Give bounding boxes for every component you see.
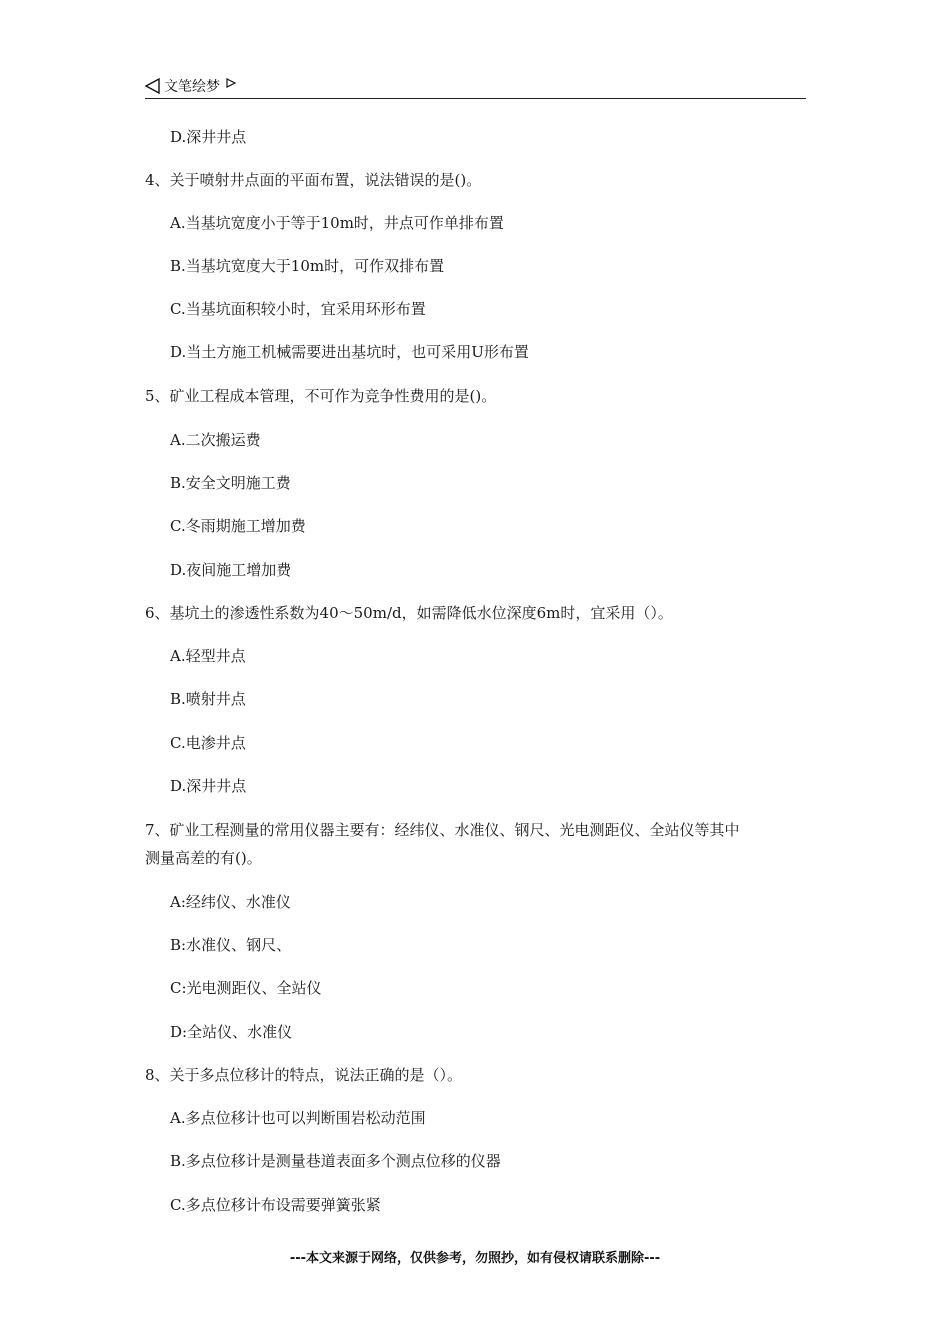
option-line: D:全站仪、水准仪 [170,1023,293,1041]
option-line: B.喷射井点 [170,690,246,708]
option-line: B.多点位移计是测量巷道表面多个测点位移的仪器 [170,1152,501,1170]
question-line: 6、基坑土的渗透性系数为40～50m/d，如需降低水位深度6m时，宜采用（）。 [145,604,673,622]
question-line: 5、矿业工程成本管理，不可作为竞争性费用的是()。 [145,387,497,405]
option-line: C.当基坑面积较小时，宜采用环形布置 [170,300,426,318]
option-line: A.二次搬运费 [170,431,261,449]
option-line: D.当土方施工机械需要进出基坑时，也可采用U形布置 [170,343,529,361]
question-line: 4、关于喷射井点面的平面布置，说法错误的是()。 [145,171,482,189]
option-line: D.深井井点 [170,777,247,795]
option-line: A.当基坑宽度小于等于10m时，井点可作单排布置 [170,214,504,232]
option-line: C.电渗井点 [170,734,246,752]
option-line: A:经纬仪、水准仪 [170,893,291,911]
option-line: D.深井井点 [170,128,247,146]
option-line: A.多点位移计也可以判断围岩松动范围 [170,1109,426,1127]
option-line: B:水准仪、钢尺、 [170,936,292,954]
option-line: B.当基坑宽度大于10m时，可作双排布置 [170,257,445,275]
question-line: 8、关于多点位移计的特点，说法正确的是（）。 [145,1066,463,1084]
option-line: C.冬雨期施工增加费 [170,517,306,535]
option-line: C:光电测距仪、全站仪 [170,979,322,997]
option-line: A.轻型井点 [170,647,246,665]
option-line: B.安全文明施工费 [170,474,291,492]
footer-disclaimer: ---本文来源于网络，仅供参考，勿照抄，如有侵权请联系删除--- [289,1251,661,1266]
question-line: 7、矿业工程测量的常用仪器主要有：经纬仪、水准仪、钢尺、光电测距仪、全站仪等其中 [145,821,740,839]
brand-name: 文笔绘梦 [164,79,220,95]
option-line: C.多点位移计布设需要弹簧张紧 [170,1196,381,1214]
option-line: D.夜间施工增加费 [170,561,292,579]
question-line: 测量高差的有()。 [145,849,262,867]
